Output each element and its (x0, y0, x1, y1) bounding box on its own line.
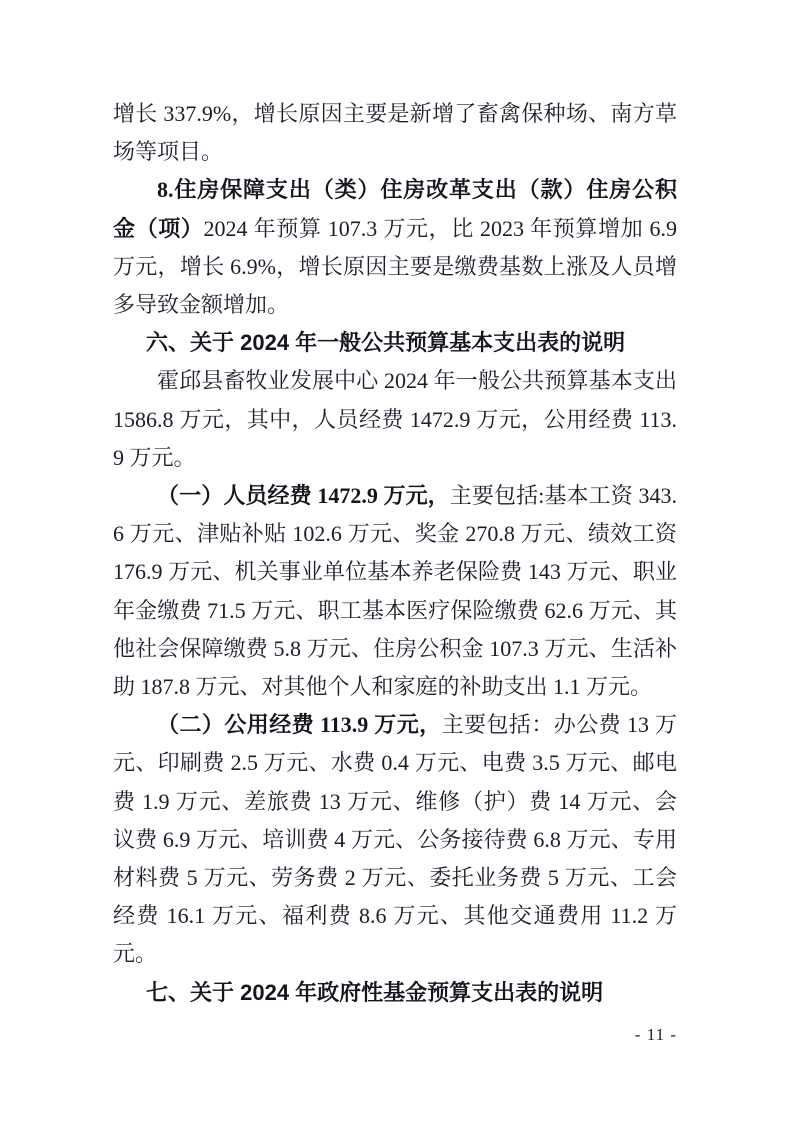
page-number: - 11 - (634, 1025, 677, 1044)
paragraph-bold-lead: （一）人员经费 1472.9 万元， (157, 483, 450, 509)
paragraph-bold-lead: 8.住房保障支出（类）住房改革支出（款）住房公积金（项） (113, 177, 677, 241)
document-body (113, 95, 677, 1012)
paragraph: 霍邱县畜牧业发展中心 2024 年一般公共预算基本支出 1586.8 万元，其中，人员经费 1472.9 万元，公用经费 113.9 万元。 (113, 368, 677, 470)
paragraph: 增长 337.9%，增长原因主要是新增了畜禽保种场、南方草场等项目。 (113, 101, 677, 165)
section-heading: 七、关于 2024 年政府性基金预算支出表的说明 (146, 979, 604, 1005)
paragraph-bold-lead: （二）公用经费 113.9 万元， (157, 712, 442, 738)
section-heading: 六、关于 2024 年一般公共预算基本支出表的说明 (146, 330, 626, 356)
paragraph: （二）公用经费 113.9 万元，主要包括：办公费 13 万元、印刷费 2.5 万元、水费 0.4 万元、电费 3.5 万元、邮电费 1.9 万元、差旅费 13 万元、维修（护）费 14 万元、会议费 6.9 万元、培训费 4 万元、公务接待费 6.8 万元、专用材料费 5 万元、劳务费 2 万元、委托业务费 5 万元、工会经费 16.1 万元、福利费 8.6 万元、其他交通费用 11.2 万元。 (113, 712, 677, 967)
paragraph: （一）人员经费 1472.9 万元，主要包括:基本工资 343.6 万元、津贴补贴 102.6 万元、奖金 270.8 万元、绩效工资 176.9 万元、机关事业单位基本养老保险费 143 万元、职业年金缴费 71.5 万元、职工基本医疗保险缴费 62.6 万元、其他社会保障缴费 5.8 万元、住房公积金 107.3 万元、生活补助 187.8 万元、对其他个人和家庭的补助支出 1.1 万元。 (113, 483, 677, 700)
paragraph: 8.住房保障支出（类）住房改革支出（款）住房公积金（项）2024 年预算 107.3 万元，比 2023 年预算增加 6.9 万元，增长 6.9%，增长原因主要是缴费基数上涨及人员增多导致金额增加。 (113, 177, 677, 318)
